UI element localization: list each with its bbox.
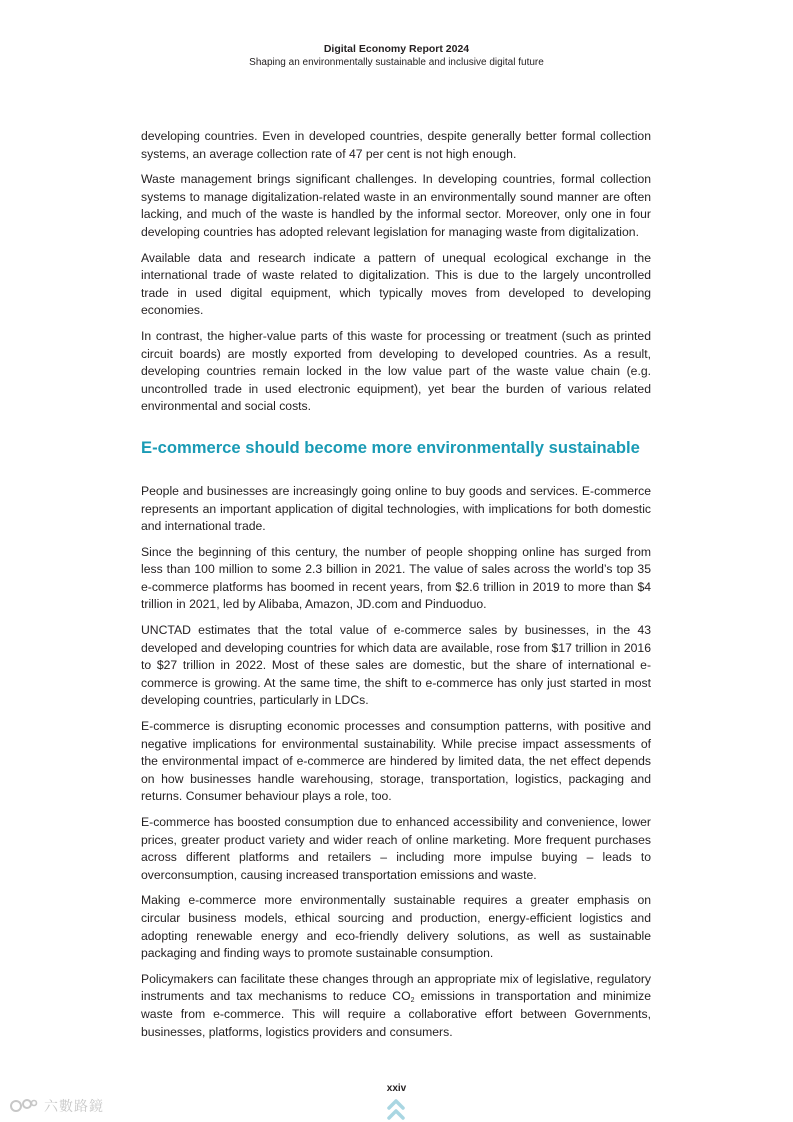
watermark-text: 六數路鏡: [44, 1099, 104, 1115]
body-paragraph: UNCTAD estimates that the total value of e-commerce sales by businesses, in the 43 developed and developing countries for which data are available, rose from $17 trillion in 2016 to $27 trillion in 2022. Most of these sales are domestic, but the share of international e-commerce is growing. At the same time, the shift to e-commerce has only just started in most developing countries, particularly in LDCs.: [141, 623, 651, 708]
body-paragraph: People and businesses are increasingly going online to buy goods and services. E-commerce represents an important application of digital technologies, with implications for both domestic and international trade.: [141, 483, 651, 534]
body-paragraph: developing countries. Even in developed countries, despite generally better formal collection systems, an average collection rate of 47 per cent is not high enough.: [141, 129, 651, 161]
text-segment: Policymakers can facilitate these changes through an appropriate mix of legislative, regulatory instruments and tax mechanisms to reduce CO: [141, 971, 651, 1004]
body-paragraph-last: [141, 971, 651, 1041]
page-body: [141, 128, 651, 1049]
watermark-logo-icon: [8, 1097, 38, 1115]
body-paragraph: Since the beginning of this century, the number of people shopping online has surged from less than 100 million to some 2.3 billion in 2021. The value of sales across the world’s top 35 e-commerce platforms has boomed in recent years, from $2.6 trillion in 2019 to more than $4 trillion in 2021, led by Alibaba, Amazon, JD.com and Pinduoduo.: [141, 544, 651, 612]
watermark: [8, 1095, 104, 1117]
body-paragraph: In contrast, the higher-value parts of this waste for processing or treatment (such as printed circuit boards) are mostly exported from developing to developed countries. As a result, developing countries remain locked in the low value part of the waste value chain (e.g. uncontrolled trade in used electronic equipment), yet bear the burden of various related environmental and social costs.: [141, 328, 651, 414]
body-paragraph: E-commerce is disrupting economic processes and consumption patterns, with positive and negative implications for environmental sustainability. While precise impact assessments of the environmental impact of e-commerce are hindered by limited data, the net effect depends on how businesses handle warehousing, storage, transportation, logistics, packaging and returns. Consumer behaviour plays a role, too.: [141, 719, 651, 804]
co2-subscript: 2: [410, 997, 415, 1005]
section-heading: E-commerce should become more environmentally sustainable: [141, 437, 640, 457]
body-paragraph: Making e-commerce more environmentally sustainable requires a greater emphasis on circular business models, ethical sourcing and production, energy-efficient logistics and adopting renewable energy and eco-friendly delivery solutions, as well as sustainable packaging and finding ways to promote sustainable consumption.: [141, 893, 651, 961]
page-number: xxiv: [386, 1083, 407, 1094]
report-subtitle: Shaping an environmentally sustainable and inclusive digital future: [249, 57, 544, 68]
scroll-up-arrows-icon[interactable]: [386, 1098, 406, 1122]
body-paragraph: Waste management brings significant challenges. In developing countries, formal collection systems to manage digitalization-related waste in an environmentally sound manner are often lacking, and much of the waste is handled by the informal sector. Moreover, only one in four developing countries has adopted relevant legislation for managing waste from digitalization.: [141, 172, 651, 239]
page-header: [0, 42, 793, 70]
report-title: Digital Economy Report 2024: [323, 43, 470, 55]
body-paragraph: Available data and research indicate a pattern of unequal ecological exchange in the international trade of waste related to digitalization. This is due to the largely uncontrolled trade in used digital equipment, which typically moves from developed to developing economies.: [141, 250, 651, 318]
body-paragraph: E-commerce has boosted consumption due to enhanced accessibility and convenience, lower prices, greater product variety and wider reach of online marketing. More frequent purchases across different platforms and retailers – including more impulse buying – leads to overconsumption, causing increased transportation emissions and waste.: [141, 815, 651, 882]
text-segment: emissions in transportation and minimize waste from e-commerce. This will require a collaborative effort between Governments, businesses, platforms, logistics providers and consumers.: [141, 989, 651, 1039]
